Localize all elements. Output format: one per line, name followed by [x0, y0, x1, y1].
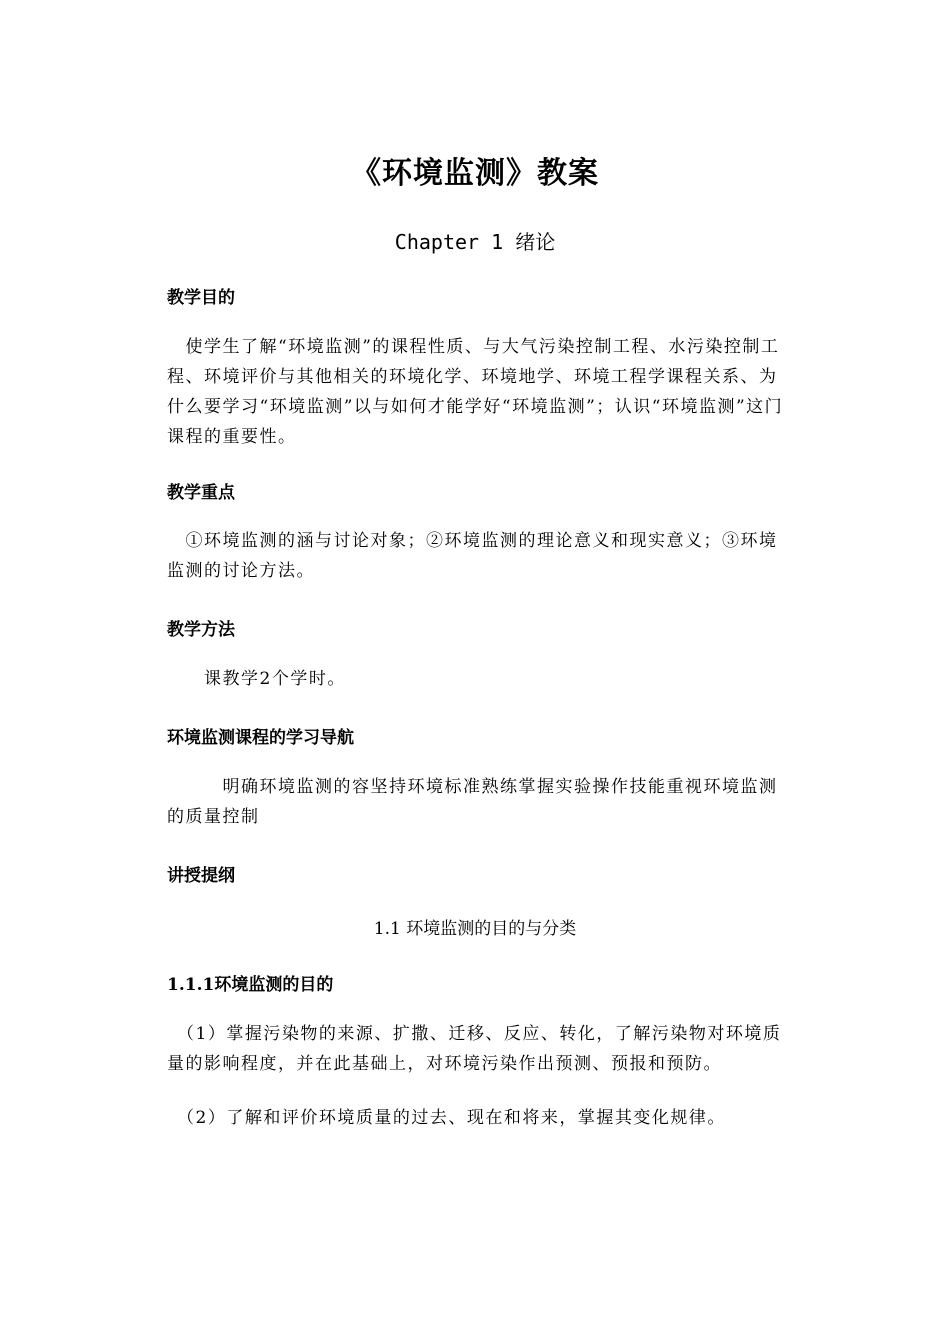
subsubsection-title: 1.1.1环境监测的目的 [167, 975, 334, 995]
document-title: 《环境监测》教案 [351, 156, 599, 191]
section-text-teaching-method: 课教学2个学时。 [167, 669, 346, 689]
section-heading-teaching-method: 教学方法 [167, 620, 235, 640]
list-item-purpose-1: （1）掌握污染物的来源、扩撒、迁移、反应、转化，了解污染物对环境质量的影响程度，并在此基础上，对环境污染作出预测、预报和预防。 [167, 1024, 782, 1074]
section-text-teaching-goal: 使学生了解“环境监测”的课程性质、与大气污染控制工程、水污染控制工程、环境评价与其他相关的环境化学、环境地学、环境工程学课程关系、为什么要学习“环境监测”以与如何才能学好“环境监测”；认识“环境监测”这门课程的重要性。 [167, 337, 784, 447]
section-heading-study-guide: 环境监测课程的学习导航 [167, 728, 354, 748]
section-heading-key-points: 教学重点 [167, 483, 235, 503]
chapter-heading: Chapter 1 绪论 [394, 230, 556, 254]
section-heading-teaching-goal: 教学目的 [167, 288, 235, 308]
section-heading-outline: 讲授提纲 [167, 866, 235, 886]
subsection-title: 1.1 环境监测的目的与分类 [373, 919, 577, 939]
section-text-study-guide: 明确环境监测的容坚持环境标准熟练掌握实验操作技能重视环境监测的质量控制 [167, 777, 778, 827]
list-item-purpose-2: （2）了解和评价环境质量的过去、现在和将来，掌握其变化规律。 [167, 1108, 726, 1128]
section-text-key-points: ①环境监测的涵与讨论对象；②环境监测的理论意义和现实意义；③环境监测的讨论方法。 [167, 531, 778, 581]
